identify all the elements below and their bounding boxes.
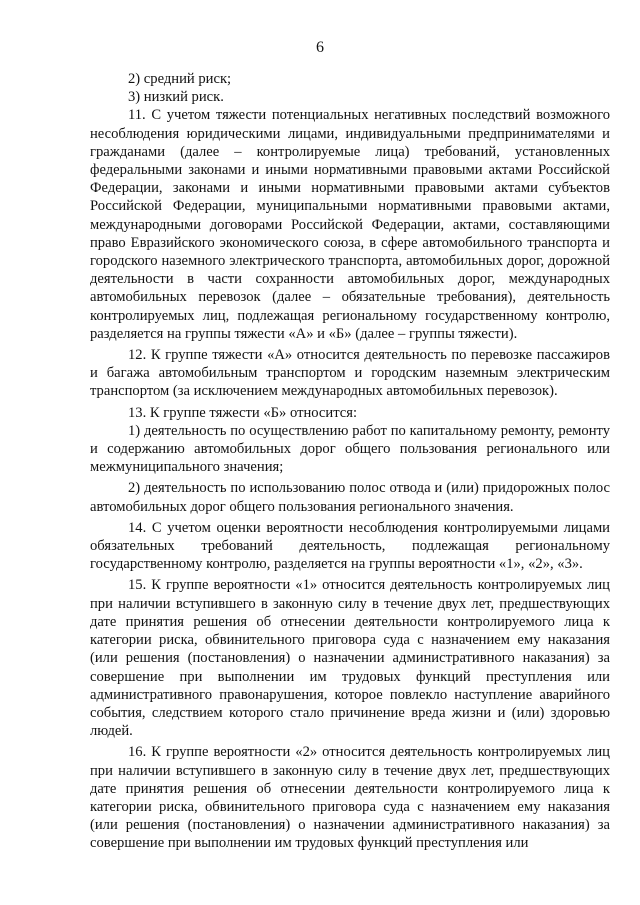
clause-12: 12. К группе тяжести «А» относится деятельность по перевозке пассажиров и багажа автомобильным транспортом и городским наземным электрическим транспортом (за исключением международных автомобильных перевозок). <box>90 347 610 400</box>
clause-13: 13. К группе тяжести «Б» относится: <box>128 404 358 421</box>
clause-16: 16. К группе вероятности «2» относится деятельность контролируемых лиц при наличии вступившего в законную силу в течение двух лет, предшествующих дате принятия решения об отнесении деятельности контролируемого лица к категории риска, обвинительного приговора суда с назначением ему наказания (или решения (постановления) о назначении административного наказания) за совершение при выполнении им трудовых функций преступления или <box>90 744 610 852</box>
clause-13-item-1: 1) деятельность по осуществлению работ по капитальному ремонту, ремонту и содержанию автомобильных дорог общего пользования регионального или межмуниципального значения; <box>90 422 610 476</box>
document-body <box>90 70 610 856</box>
list-item-low-risk: 3) низкий риск. <box>128 89 224 106</box>
list-item-medium-risk: 2) средний риск; <box>128 71 232 87</box>
clause-15: 15. К группе вероятности «1» относится деятельность контролируемых лиц при наличии вступившего в законную силу в течение двух лет, предшествующих дате принятия решения об отнесении деятельности контролируемого лица к категории риска, обвинительного приговора суда с назначением ему наказания (или решения (постановления) о назначении административного наказания) за совершение при выполнении им трудовых функций преступления или административного правонарушения, которое повлекло наступление аварийного события, следствием которого стало причинение вреда жизни и (или) здоровью людей. <box>90 577 610 740</box>
page-number: 6 <box>316 39 324 56</box>
clause-13-item-2: 2) деятельность по использованию полос отвода и (или) придорожных полос автомобильных дорог общего пользования регионального значения. <box>90 480 610 515</box>
clause-14: 14. С учетом оценки вероятности несоблюдения контролируемыми лицами обязательных требований деятельность, подлежащая региональному государственному контролю, разделяется на группы вероятности «1», «2», «3». <box>90 519 610 573</box>
clause-11: 11. С учетом тяжести потенциальных негативных последствий возможного несоблюдения юридическими лицами, индивидуальными предпринимателями и гражданами (далее – контролируемые лица) требований, установленных федеральными законами и иными нормативными правовыми актами Российской Федерации, законами и иными нормативными правовыми актами субъектов Российской Федерации, муниципальными нормативными правовыми актами, международными договорами Российской Федерации, актами, составляющими право Евразийского экономического союза, в сфере автомобильного транспорта и городского наземного электрического транспорта, автомобильных дорог, дорожной деятельности в части сохранности автомобильных дорог, международных автомобильных перевозок (далее – обязательные требования), деятельность контролируемых лиц, подлежащая региональному государственному контролю, разделяется на группы тяжести «А» и «Б» (далее – группы тяжести). <box>90 107 610 342</box>
